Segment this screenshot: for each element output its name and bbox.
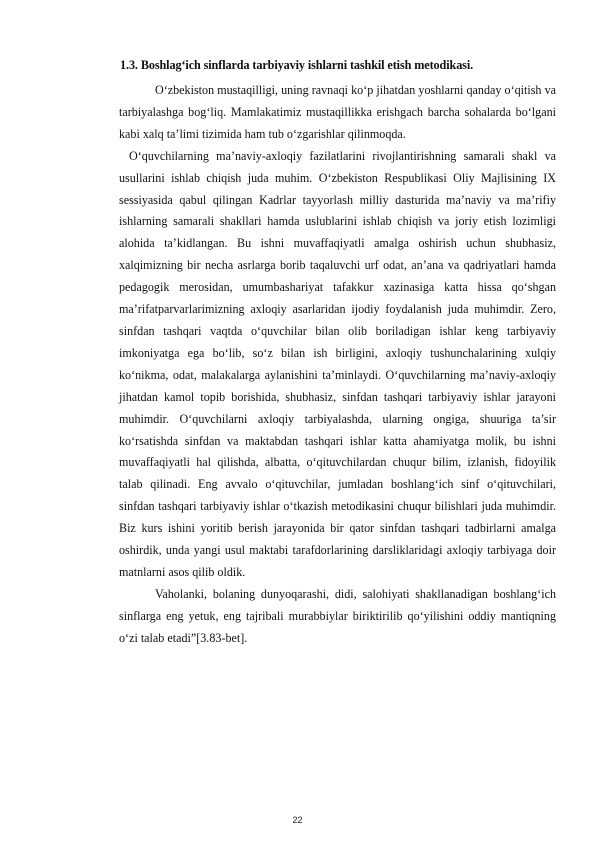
paragraph-1: O‘zbekiston mustaqilligi, uning ravnaqi ko‘p jihatdan yoshlarni qanday o‘qitish va tarbiyalashga bog‘liq. Mamlakatimiz mustaqillikka erishgach barcha sohalarda bo‘lgani kabi xalq ta’limi tizimida ham tub o‘zgarishlar qilinmoqda. — [119, 83, 556, 141]
paragraph-3: Vaholanki, bolaning dunyoqarashi, didi, salohiyati shakllanadigan boshlang‘ich sinflarga eng yetuk, eng tajribali murabbiylar biriktirilib qo‘yilishini oddiy mantiqning o‘zi talab etadi”[3.83-bet]. — [119, 586, 556, 645]
section-heading: 1.3. Boshlag‘ich sinflarda tarbiyaviy ishlarni tashkil etish metodikasi. — [120, 58, 474, 72]
page-number: 22 — [292, 815, 303, 825]
body-text — [119, 80, 556, 650]
paragraph-2: O‘quvchilarning ma’naviy-axloqiy fazilatlarini rivojlantirishning samarali shakl va usullarini ishlab chiqish juda muhim. O‘zbekiston Respublikasi Oliy Majlisining IX sessiyasida qabul qilingan Kadrlar tayyorlash milliy dasturida ma’naviy va ma’rifiy ishlarning samarali shakllari hamda uslublarini ishlab chiqish va joriy etish lozimligi alohida ta’kidlangan. Bu ishni muvaffaqiyatli amalga oshirish uchun shubhasiz, xalqimizning bir necha asrlarga borib taqaluvchi urf odat, an’ana va qadriyatlari hamda pedagogik merosidan, umumbashariyat tafakkur xazinasiga katta hissa qo‘shgan ma’rifatparvarlarimizning axloqiy asarlaridan ijodiy foydalanish juda muhimdir. Zero, sinfdan tashqari vaqtda o‘quvchilar bilan olib boriladigan ishlar keng tarbiyaviy imkoniyatga ega bo‘lib, so‘z bilan ish birligini, axloqiy tushunchalarining xulqiy ko‘nikma, odat, malakalarga aylanishini ta’minlaydi. O‘quvchilarning ma’naviy-axloqiy jihatdan kamol topib borishida, shubhasiz, sinfdan tashqari tarbiyaviy ishlar jarayoni muhimdir. O‘quvchilarni axloqiy tarbiyalashda, ularning ongiga, shuuriga ta’sir ko‘rsatishda sinfdan va maktabdan tashqari ishlar katta ahamiyatga molik, bu ishni muvaffaqiyatli hal qilishda, albatta, o‘qituvchilardan chuqur bilim, izlanish, fidoyilik talab qilinadi. Eng avvalo o‘qituvchilar, jumladan boshlang‘ich sinf o‘qituvchilari, sinfdan tashqari tarbiyaviy ishlar o‘tkazish metodikasini chuqur bilishlari juda muhimdir. Biz kurs ishini yoritib berish jarayonida bir qator sinfdan tashqari tadbirlarni amalga oshirdik, unda yangi usul maktabi tarafdorlarining darsliklaridagi axloqiy tarbiyaga doir matnlarni asos qilib oldik. — [119, 148, 556, 579]
